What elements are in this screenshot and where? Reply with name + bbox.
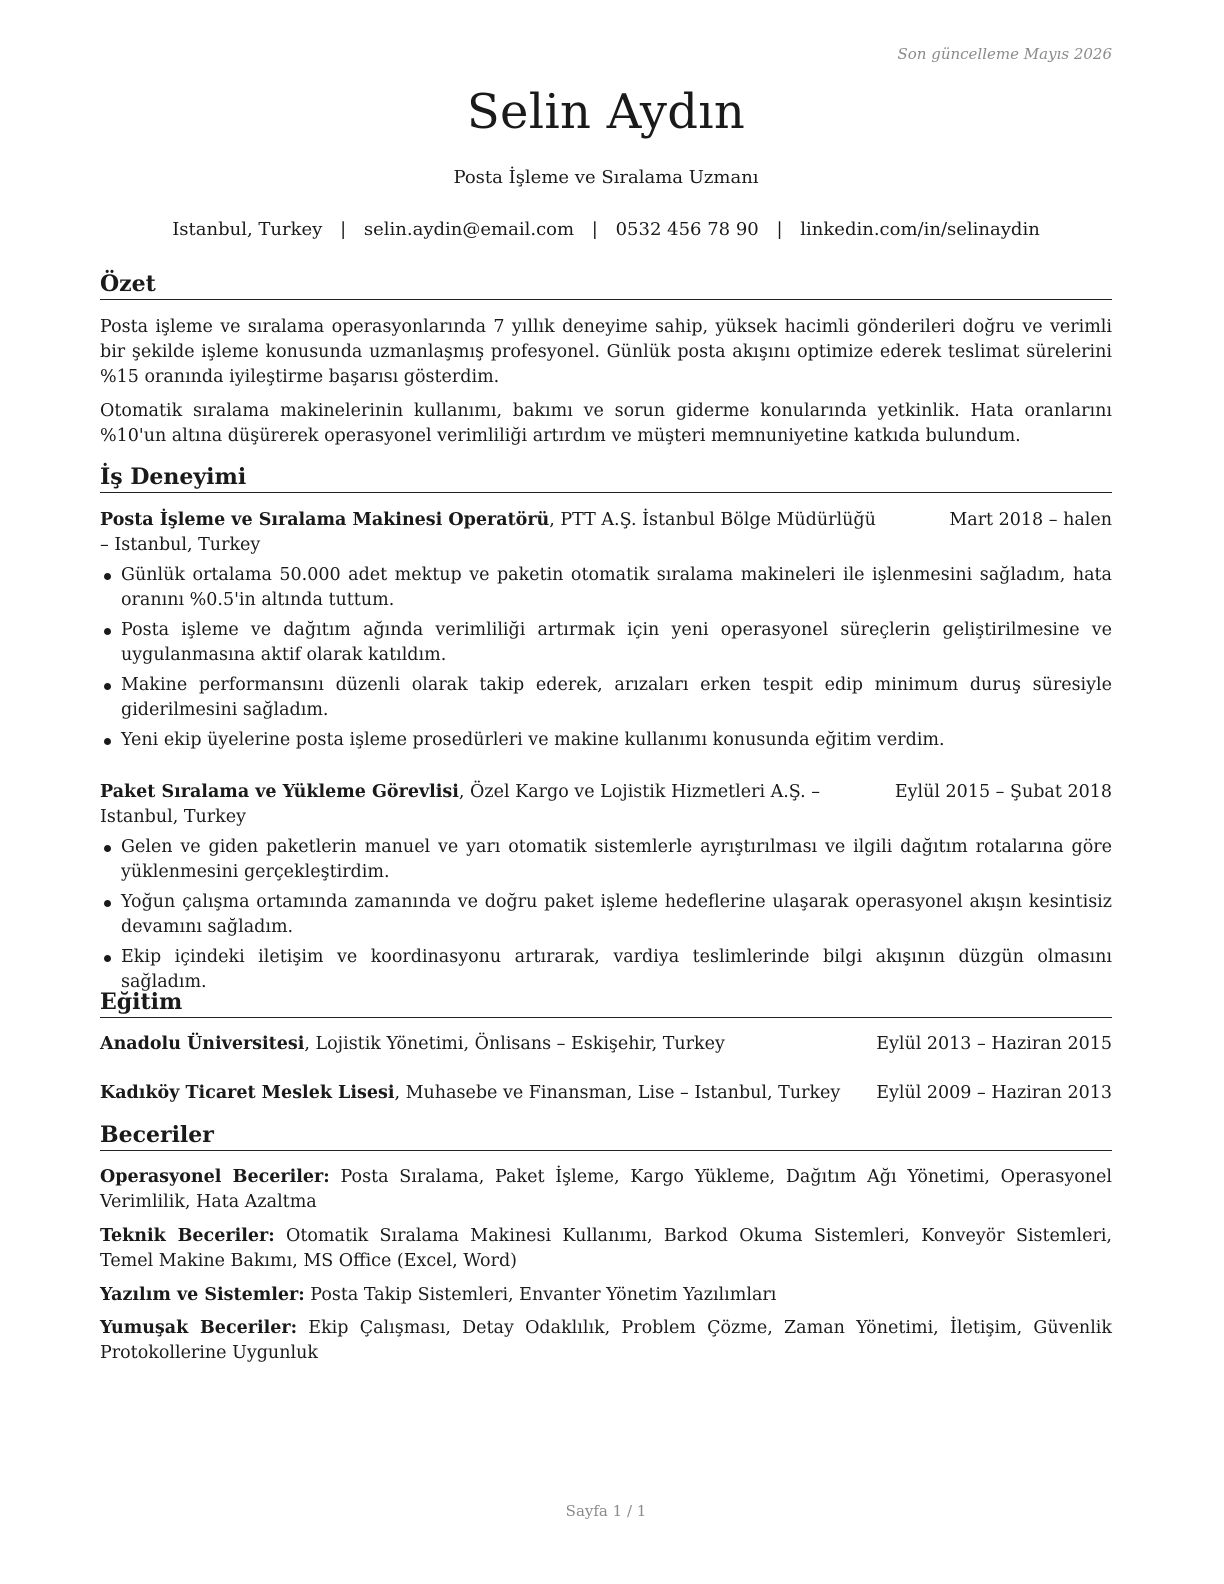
job-title: Posta İşleme ve Sıralama Uzmanı [453,167,759,188]
contact-line [100,219,1112,240]
skill-value: Posta Takip Sistemleri, Envanter Yönetim Yazılımları [304,1285,777,1305]
skill-label: Teknik Beceriler: [100,1226,275,1246]
job-company: , PTT A.Ş. İstanbul Bölge Müdürlüğü – Istanbul, Turkey [100,510,876,555]
education-dates: Eylül 2013 – Haziran 2015 [876,1034,1112,1054]
skill-value: Otomatik Sıralama Makinesi Kullanımı, Barkod Okuma Sistemleri, Konveyör Sistemleri, Temel Makine Bakımı, MS Office (Excel, Word) [100,1226,1112,1271]
job-dates: Eylül 2015 – Şubat 2018 [894,782,1112,802]
contact-separator: | [340,219,347,240]
list-item: Yeni ekip üyelerine posta işleme prosedürleri ve makine kullanımı konusunda eğitim verdim. [100,728,1112,753]
section-heading-education: Eğitim [100,988,1112,1018]
candidate-name: Selin Aydın [466,84,746,140]
skill-line [100,1316,1112,1366]
job-dates: Mart 2018 – halen [949,510,1112,530]
job-position: Paket Sıralama ve Yükleme Görevlisi [100,782,459,802]
education-item [100,1032,1112,1057]
skill-value: Ekip Çalışması, Detay Odaklılık, Problem Çözme, Zaman Yönetimi, İletişim, Güvenlik Protokollerine Uygunluk [100,1318,1112,1363]
job-header [100,780,1112,830]
education-dates: Eylül 2009 – Haziran 2013 [876,1083,1112,1103]
list-item: Ekip içindeki iletişim ve koordinasyonu artırarak, vardiya teslimlerinde bilgi akışının düzgün olmasını sağladım. [100,945,1112,995]
job-company: , Özel Kargo ve Lojistik Hizmetleri A.Ş. – Istanbul, Turkey [100,782,821,827]
education-item [100,1081,1112,1106]
section-heading-summary: Özet [100,270,1112,300]
contact-location: Istanbul, Turkey [172,219,323,240]
job-position: Posta İşleme ve Sıralama Makinesi Operatörü [100,510,550,530]
job-header [100,508,1112,558]
summary-paragraph: Posta işleme ve sıralama operasyonlarında 7 yıllık deneyime sahip, yüksek hacimli gönderileri doğru ve verimli bir şekilde işleme konusunda uzmanlaşmış profesyonel. Günlük posta akışını optimize ederek teslimat sürelerini %15 oranında iyileştirme başarısı gösterdim. [100,317,1112,387]
job-bullets [100,563,1112,758]
skill-label: Yumuşak Beceriler: [100,1318,298,1338]
job-bullets [100,835,1112,1000]
contact-email[interactable]: selin.aydin@email.com [363,219,575,240]
skill-line [100,1283,1112,1308]
contact-separator: | [591,219,598,240]
contact-linkedin[interactable]: linkedin.com/in/selinaydin [800,219,1040,240]
contact-separator: | [776,219,783,240]
contact-phone: 0532 456 78 90 [615,219,759,240]
skill-line [100,1224,1112,1274]
section-heading-skills: Beceriler [100,1121,1112,1151]
skill-value: Posta Sıralama, Paket İşleme, Kargo Yükleme, Dağıtım Ağı Yönetimi, Operasyonel Verimlilik, Hata Azaltma [100,1167,1112,1212]
last-updated: Son güncelleme Mayıs 2026 [897,45,1112,63]
resume-page [100,0,1112,1584]
school-detail: , Lojistik Yönetimi, Önlisans – Eskişehir, Turkey [304,1034,725,1054]
school-name: Kadıköy Ticaret Meslek Lisesi [100,1083,395,1103]
list-item: Günlük ortalama 50.000 adet mektup ve paketin otomatik sıralama makineleri ile işlenmesini sağladım, hata oranını %0.5'in altında tuttum. [100,563,1112,613]
list-item: Gelen ve giden paketlerin manuel ve yarı otomatik sistemlerle ayrıştırılması ve ilgili dağıtım rotalarına göre yüklenmesini gerçekleştirdim. [100,835,1112,885]
school-detail: , Muhasebe ve Finansman, Lise – Istanbul, Turkey [394,1083,841,1103]
skill-label: Operasyonel Beceriler: [100,1167,330,1187]
summary-paragraph: Otomatik sıralama makinelerinin kullanımı, bakımı ve sorun giderme konularında yetkinlik. Hata oranlarını %10'un altına düşürerek operasyonel verimliliği artırdım ve müşteri memnuniyetine katkıda bulundum. [100,401,1112,446]
list-item: Posta işleme ve dağıtım ağında verimliliği artırmak için yeni operasyonel süreçlerin geliştirilmesine ve uygulanmasına aktif olarak katıldım. [100,618,1112,668]
page-number: Sayfa 1 / 1 [565,1502,647,1520]
skill-label: Yazılım ve Sistemler: [100,1285,305,1305]
list-item: Makine performansını düzenli olarak takip ederek, arızaları erken tespit edip minimum duruş süresiyle giderilmesini sağladım. [100,673,1112,723]
list-item: Yoğun çalışma ortamında zamanında ve doğru paket işleme hedeflerine ulaşarak operasyonel akışın kesintisiz devamını sağladım. [100,890,1112,940]
school-name: Anadolu Üniversitesi [100,1034,305,1054]
skill-line [100,1165,1112,1215]
section-heading-experience: İş Deneyimi [100,463,1112,493]
